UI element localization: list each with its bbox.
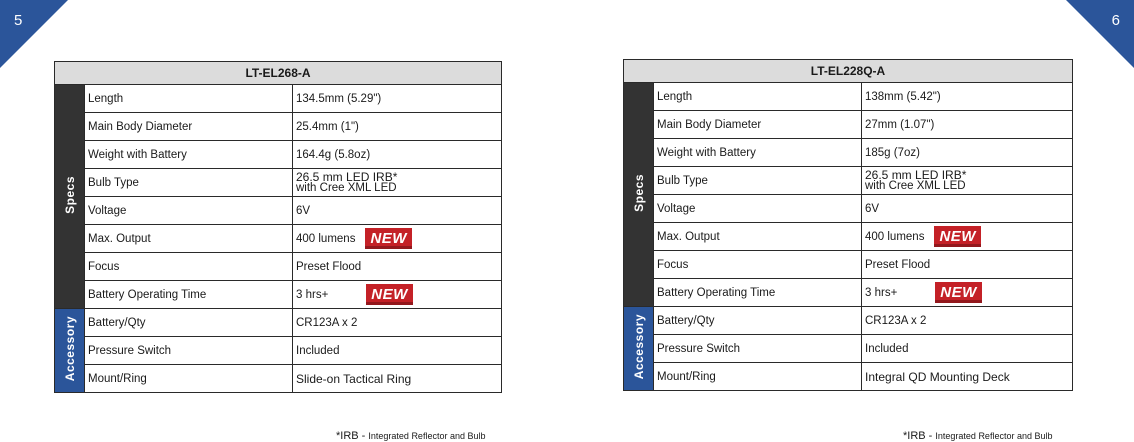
- spec-value: 134.5mm (5.29"): [293, 85, 502, 113]
- table-row: [55, 365, 502, 393]
- group-specs: [624, 83, 654, 307]
- table-row: [55, 253, 502, 281]
- spec-label: Pressure Switch: [85, 337, 293, 365]
- new-badge: NEW: [934, 226, 981, 247]
- spec-label: Length: [85, 85, 293, 113]
- spec-value: Preset Flood: [293, 253, 502, 281]
- table-row: [624, 167, 1073, 195]
- spec-label: Battery Operating Time: [85, 281, 293, 309]
- spec-label: Weight with Battery: [85, 141, 293, 169]
- spec-value: 3 hrs+: [296, 288, 329, 301]
- spec-label: Mount/Ring: [654, 363, 862, 391]
- footnote-mark: *IRB -: [903, 430, 936, 442]
- table-row: [55, 337, 502, 365]
- spec-value: 185g (7oz): [862, 139, 1073, 167]
- spec-label: Max. Output: [85, 225, 293, 253]
- spec-value: 138mm (5.42"): [862, 83, 1073, 111]
- model-title: LT-EL228Q-A: [624, 60, 1073, 83]
- spec-label: Weight with Battery: [654, 139, 862, 167]
- table-row: [55, 197, 502, 225]
- spec-label: Focus: [85, 253, 293, 281]
- spec-value: CR123A x 2: [293, 309, 502, 337]
- spec-label: Battery/Qty: [85, 309, 293, 337]
- spec-label: Battery/Qty: [654, 307, 862, 335]
- spec-value: Included: [293, 337, 502, 365]
- page-number-right: 6: [1111, 12, 1120, 29]
- page-number-left: 5: [14, 12, 23, 29]
- footnote-right: [903, 430, 1052, 442]
- footnote-text: Integrated Reflector and Bulb: [935, 431, 1053, 441]
- table-row: [55, 141, 502, 169]
- spec-value: Slide-on Tactical Ring: [293, 365, 502, 393]
- spec-value-cell: [862, 279, 1073, 307]
- footnote-text: Integrated Reflector and Bulb: [368, 431, 486, 441]
- spec-label: Focus: [654, 251, 862, 279]
- spec-label: Main Body Diameter: [654, 111, 862, 139]
- spec-table-left: [54, 61, 502, 393]
- group-accessory: [55, 309, 85, 393]
- model-title: LT-EL268-A: [55, 62, 502, 85]
- spec-label: Mount/Ring: [85, 365, 293, 393]
- table-row: [624, 335, 1073, 363]
- spec-value: 400 lumens: [296, 232, 356, 245]
- spec-value-line1: 26.5 mm LED IRB*: [865, 167, 967, 182]
- table-row: [624, 223, 1073, 251]
- spec-value: 164.4g (5.8oz): [293, 141, 502, 169]
- table-row: [55, 113, 502, 141]
- spec-value-cell: [293, 225, 502, 253]
- spec-value: 27mm (1.07"): [862, 111, 1073, 139]
- group-accessory-label: Accessory: [631, 314, 646, 380]
- spec-value: 6V: [293, 197, 502, 225]
- spec-value: 25.4mm (1"): [293, 113, 502, 141]
- table-row: [624, 251, 1073, 279]
- table-row: [55, 281, 502, 309]
- table-row: [624, 363, 1073, 391]
- spec-label: Main Body Diameter: [85, 113, 293, 141]
- spec-value: 6V: [862, 195, 1073, 223]
- group-accessory-label: Accessory: [62, 316, 77, 382]
- spec-value-line2: with Cree XML LED: [865, 179, 966, 192]
- table-row: [624, 83, 1073, 111]
- table-row: [624, 279, 1073, 307]
- table-header-row: [624, 60, 1073, 83]
- table-row: [624, 111, 1073, 139]
- spec-value: Integral QD Mounting Deck: [862, 363, 1073, 391]
- spec-value: 400 lumens: [865, 230, 925, 243]
- spec-label: Battery Operating Time: [654, 279, 862, 307]
- spec-label: Max. Output: [654, 223, 862, 251]
- new-badge: NEW: [366, 284, 413, 305]
- spec-table-right: [623, 59, 1073, 391]
- table-row: [624, 139, 1073, 167]
- spec-value: Preset Flood: [862, 251, 1073, 279]
- spec-value-line1: 26.5 mm LED IRB*: [296, 169, 398, 184]
- table-row: [624, 307, 1073, 335]
- table-row: [55, 225, 502, 253]
- table-row: [55, 169, 502, 197]
- spec-value-multiline: [293, 169, 502, 197]
- page-corner-left: [0, 0, 68, 68]
- spec-value-line2: with Cree XML LED: [296, 181, 397, 194]
- group-specs-label: Specs: [631, 174, 646, 212]
- spec-value-cell: [293, 281, 502, 309]
- spec-value-multiline: [862, 167, 1073, 195]
- footnote-left: [336, 430, 485, 442]
- group-accessory: [624, 307, 654, 391]
- new-badge: NEW: [365, 228, 412, 249]
- table-row: [55, 309, 502, 337]
- table-row: [55, 85, 502, 113]
- spec-label: Bulb Type: [85, 169, 293, 197]
- spec-value: Included: [862, 335, 1073, 363]
- spec-value: 3 hrs+: [865, 286, 898, 299]
- spec-value-cell: [862, 223, 1073, 251]
- spec-label: Pressure Switch: [654, 335, 862, 363]
- group-specs: [55, 85, 85, 309]
- table-row: [624, 195, 1073, 223]
- spec-label: Voltage: [654, 195, 862, 223]
- spec-value: CR123A x 2: [862, 307, 1073, 335]
- footnote-mark: *IRB -: [336, 430, 369, 442]
- group-specs-label: Specs: [62, 176, 77, 214]
- spec-label: Bulb Type: [654, 167, 862, 195]
- spec-label: Length: [654, 83, 862, 111]
- spec-label: Voltage: [85, 197, 293, 225]
- new-badge: NEW: [935, 282, 982, 303]
- page-corner-right: [1066, 0, 1134, 68]
- table-header-row: [55, 62, 502, 85]
